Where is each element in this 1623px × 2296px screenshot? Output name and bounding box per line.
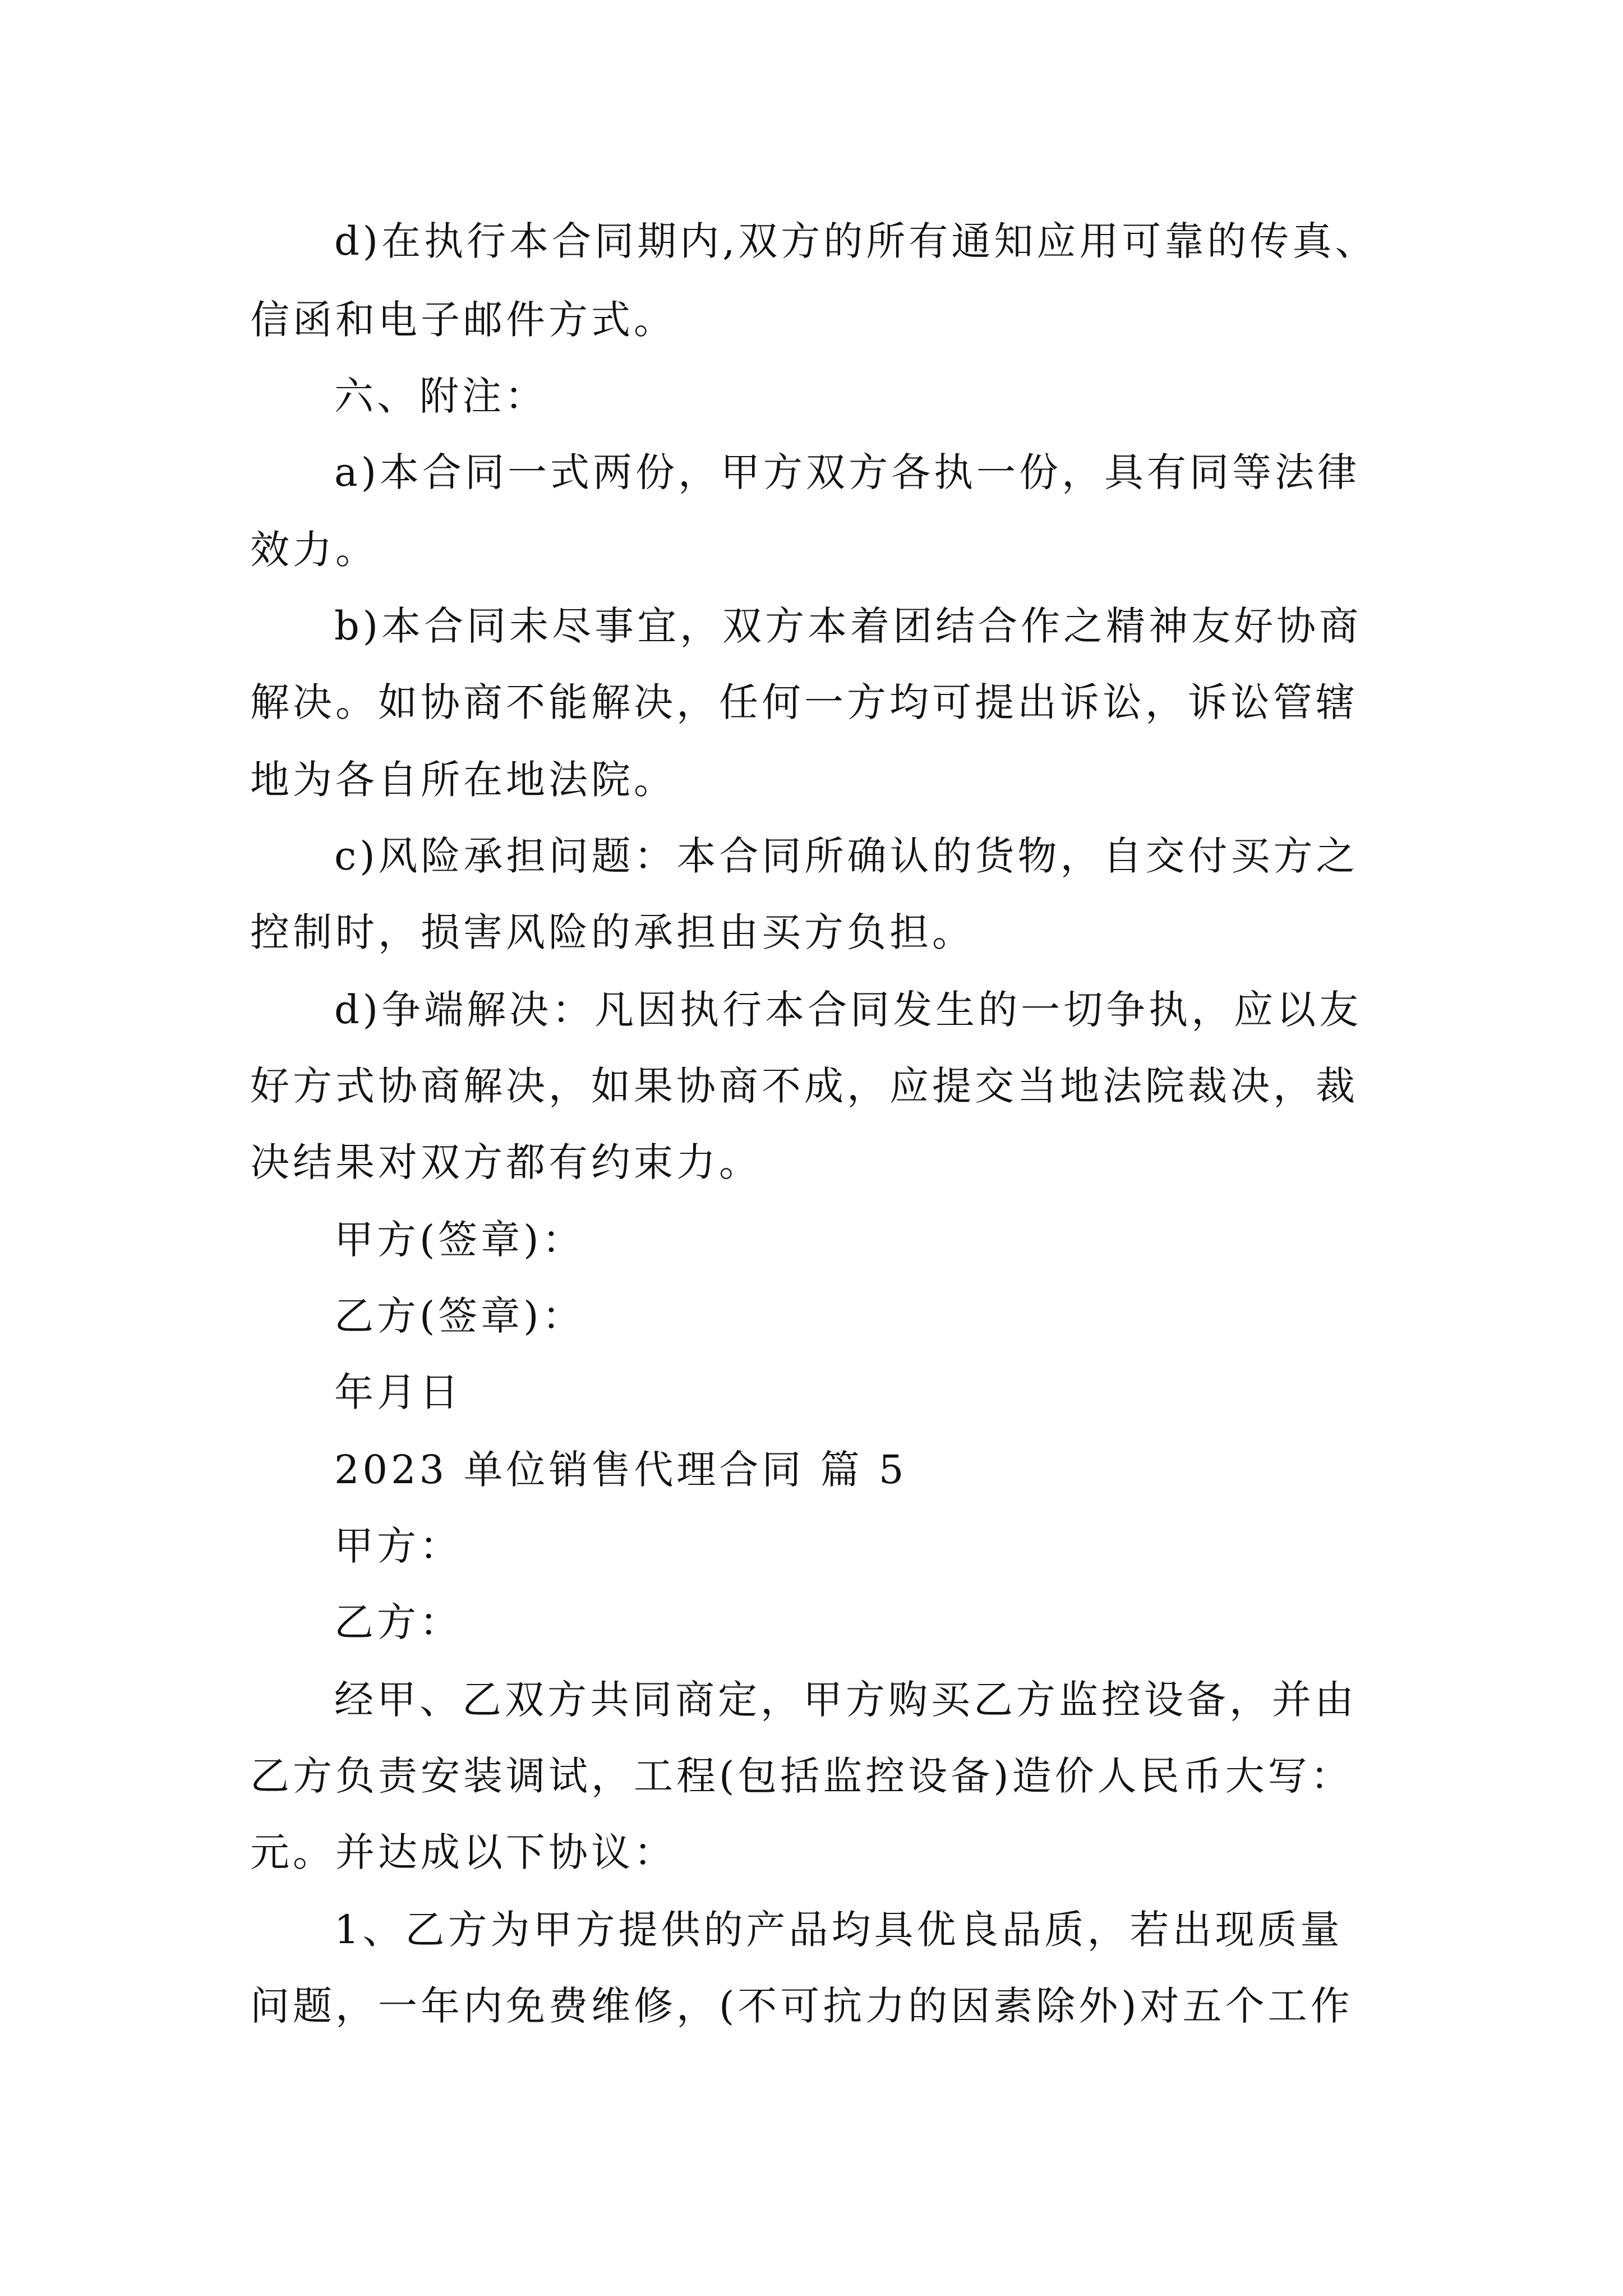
preamble-line-2: 乙方负责安装调试，工程(包括监控设备)造价人民币大写： — [250, 1753, 1353, 1799]
note-b-line-2: 解决。如协商不能解决，任何一方均可提出诉讼，诉讼管辖 — [250, 679, 1358, 725]
preamble-line-3: 元。并达成以下协议： — [250, 1829, 676, 1875]
date-line: 年月日 — [334, 1369, 462, 1415]
party-a-label: 甲方： — [334, 1523, 462, 1569]
note-c-line-1: c)风险承担问题：本合同所确认的货物，自交付买方之 — [334, 833, 1359, 879]
note-d-line-2: 好方式协商解决，如果协商不成，应提交当地法院裁决，裁 — [250, 1063, 1358, 1109]
note-a-line-2: 效力。 — [250, 527, 378, 573]
preamble-line-1: 经甲、乙双方共同商定，甲方购买乙方监控设备，并由 — [334, 1677, 1357, 1723]
contract-title: 2023 单位销售代理合同 篇 5 — [334, 1447, 907, 1493]
article-1-line-1: 1、乙方为甲方提供的产品均具优良品质，若出现质量 — [334, 1907, 1343, 1953]
note-d-line-1: d)争端解决：凡因执行本合同发生的一切争执，应以友 — [334, 987, 1362, 1033]
article-1-line-2: 问题，一年内免费维修，(不可抗力的因素除外)对五个工作 — [250, 1983, 1353, 2029]
party-b-label: 乙方： — [334, 1599, 462, 1645]
note-b-line-3: 地为各自所在地法院。 — [250, 757, 676, 803]
note-c-line-2: 控制时，损害风险的承担由买方负担。 — [250, 909, 975, 955]
note-b-line-1: b)本合同未尽事宜，双方本着团结合作之精神友好协商 — [334, 603, 1362, 649]
section-heading-notes: 六、附注： — [334, 373, 547, 419]
party-b-signature-line: 乙方(签章)： — [334, 1293, 585, 1339]
note-a-line-1: a)本合同一式两份，甲方双方各执一份，具有同等法律 — [334, 449, 1361, 495]
party-a-signature-line: 甲方(签章)： — [334, 1217, 585, 1263]
clause-d-notice-line-1: d)在执行本合同期内,双方的所有通知应用可靠的传真、 — [334, 218, 1378, 264]
note-d-line-3: 决结果对双方都有约束力。 — [250, 1139, 762, 1185]
clause-d-notice-line-2: 信函和电子邮件方式。 — [250, 297, 676, 343]
